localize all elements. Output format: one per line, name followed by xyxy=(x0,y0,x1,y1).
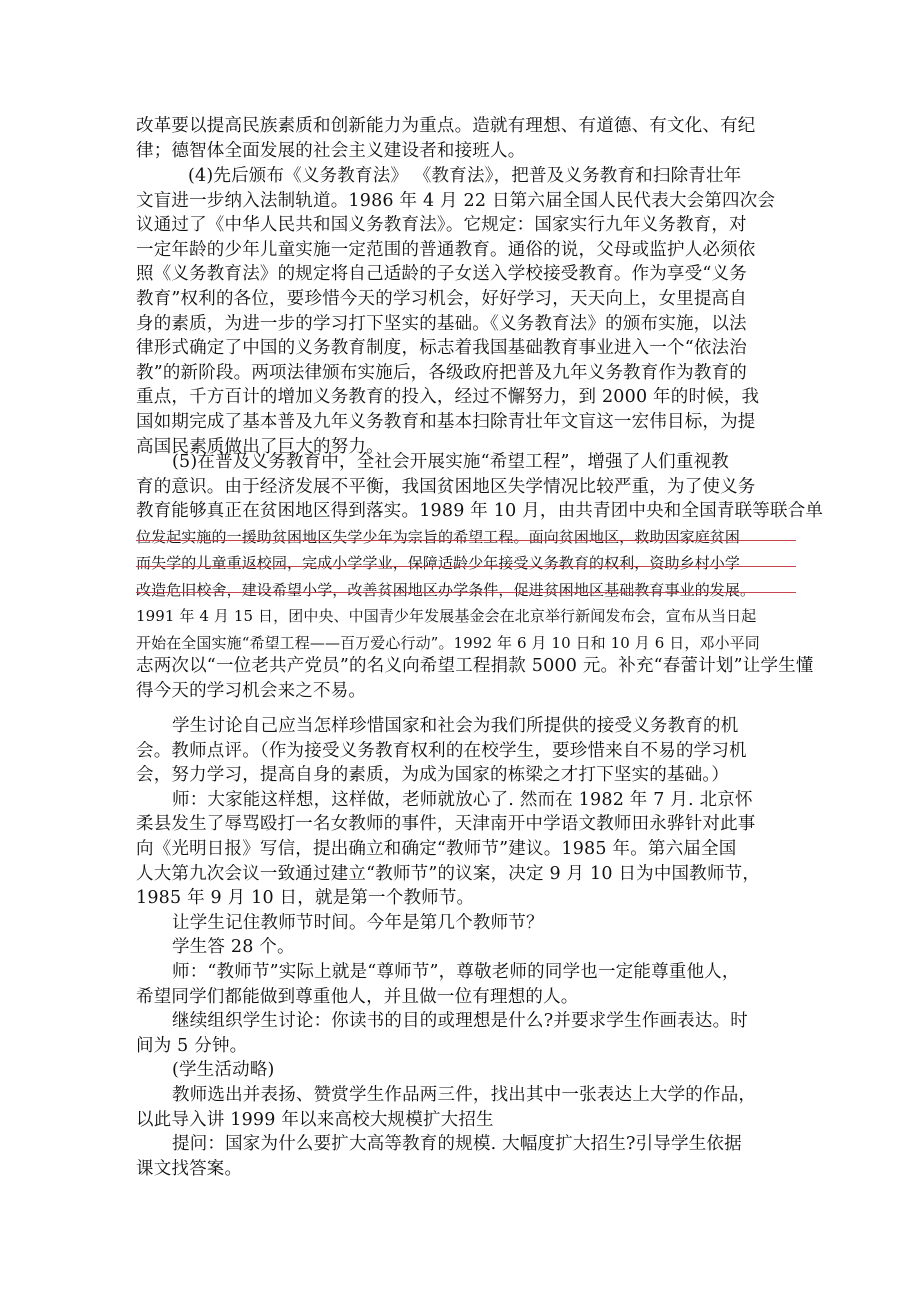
text-line: 照《义务教育法》的规定将自己适龄的子女送入学校接受教育。作为享受“义务 xyxy=(136,264,747,285)
text-line: 改造危旧校舍，建设希望小学，改善贫困地区办学条件，促进贫困地区基础教育事业的发展。 xyxy=(136,580,756,599)
text-line: 重点，千方百计的增加义务教育的投入，经过不懈努力，到 2000 年的时候，我 xyxy=(136,387,760,408)
paragraph-intro xyxy=(136,114,796,163)
underline-rule xyxy=(136,566,796,567)
text-line: 文盲进一步纳入法制轨道。1986 年 4 月 22 日第六届全国人民代表大会第四次会 xyxy=(136,190,776,211)
text-line: 教育”权利的各位，要珍惜今天的学习机会，好好学习，天天向上，女里提高自 xyxy=(136,288,747,309)
text-line: 以此导入讲 1999 年以来高校大规模扩大招生 xyxy=(136,1109,494,1130)
text-line: (5)在普及义务教育中，全社会开展实施“希望工程”，增强了人们重视教 xyxy=(172,452,729,472)
text-line: 身的素质，为进一步的学习打下坚实的基础。《义务教育法》的颁布实施，以法 xyxy=(136,313,747,334)
paragraph-discussion xyxy=(136,714,796,1181)
text-line: 开始在全国实施“希望工程——百万爱心行动”。1992 年 6 月 10 日和 10 月 6 日，邓小平同 xyxy=(136,633,760,652)
text-line: 提问：国家为什么要扩大高等教育的规模. 大幅度扩大招生?引导学生依据 xyxy=(172,1134,742,1155)
text-line: 让学生记住教师节时间。今年是第几个教师节？ xyxy=(172,912,544,933)
text-line: 得今天的学习机会来之不易。 xyxy=(136,680,367,701)
text-line: 希望同学们都能做到尊重他人，并且做一位有理想的人。 xyxy=(136,986,579,1007)
text-line: 师：“教师节”实际上就是“尊师节”，尊敬老师的同学也一定能尊重他人， xyxy=(172,961,740,982)
text-line: (学生活动略) xyxy=(172,1060,275,1081)
text-line: 柔县发生了辱骂殴打一名女教师的事件，天津南开中学语文教师田永骅针对此事 xyxy=(136,814,756,835)
text-line: 会，努力学习，提高自身的素质，为成为国家的栋梁之才打下坚实的基础。） xyxy=(136,765,730,786)
text-line: 育的意识。由于经济发展不平衡，我国贫困地区失学情况比较严重，为了使义务 xyxy=(136,476,756,497)
text-line: 1991 年 4 月 15 日，团中央、中国青少年发展基金会在北京举行新闻发布会，宣布从当日起 xyxy=(136,607,757,626)
text-line: 律；德智体全面发展的社会主义建设者和接班人。 xyxy=(136,140,526,161)
text-line: 位发起实施的一援助贫困地区失学少年为宗旨的希望工程。面向贫困地区，救助因家庭贫困 xyxy=(136,528,741,546)
text-line: 课文找答案。 xyxy=(136,1158,243,1179)
paragraph-hope-project xyxy=(136,524,796,656)
text-line: (4)先后颁布《义务教育法》 《教育法》，把普及义务教育和扫除青壮年 xyxy=(188,166,742,186)
text-line: 一定年龄的少年儿童实施一定范围的普通教育。通俗的说，父母或监护人必须依 xyxy=(136,239,756,260)
text-line: 师：大家能这样想，这样做，老师就放心了. 然而在 1982 年 7 月. 北京怀 xyxy=(172,789,753,810)
text-line: 继续组织学生讨论：你读书的目的或理想是什么?并要求学生作画表达。时 xyxy=(172,1011,748,1032)
underline-rule xyxy=(136,540,796,541)
text-line: 而失学的儿童重返校园，完成小学学业，保障适龄少年接受义务教育的权利，资助乡村小学 xyxy=(136,554,741,573)
text-line: 国如期完成了基本普及九年义务教育和基本扫除青壮年文盲这一宏伟目标，为提 xyxy=(136,411,756,432)
text-line: 学生讨论自己应当怎样珍惜国家和社会为我们所提供的接受义务教育的机 xyxy=(172,716,739,736)
text-line: 教”的新阶段。两项法律颁布实施后，各级政府把普及九年义务教育作为教育的 xyxy=(136,362,747,383)
text-line: 人大第九次会议一致通过建立“教师节”的议案，决定 9 月 10 日为中国教师节， xyxy=(136,863,761,884)
underline-rule xyxy=(136,592,796,593)
text-line: 学生答 28 个。 xyxy=(172,937,295,958)
text-line: 律形式确定了中国的义务教育制度，标志着我国基础教育事业进入一个“依法治 xyxy=(136,338,747,359)
text-line: 志两次以“一位老共产党员”的名义向希望工程捐款 5000 元。补充“春蕾计划”让学生懂 xyxy=(136,656,814,676)
text-line: 1985 年 9 月 10 日，就是第一个教师节。 xyxy=(136,888,475,909)
text-line: 改革要以提高民族素质和创新能力为重点。造就有理想、有道德、有文化、有纪 xyxy=(136,116,756,136)
text-line: 教育能够真正在贫困地区得到落实。1989 年 10 月，由共青团中央和全国青联等联合单 xyxy=(136,501,824,522)
text-line: 议通过了《中华人民共和国义务教育法》。它规定：国家实行九年义务教育，对 xyxy=(136,215,747,236)
paragraph-item-5 xyxy=(136,450,824,524)
text-line: 向《光明日报》写信，提出确立和确定“教师节”建议。1985 年。第六届全国 xyxy=(136,838,737,859)
text-line: 间为 5 分钟。 xyxy=(136,1035,248,1056)
paragraph-donation xyxy=(136,654,814,703)
text-line: 高国民素质做出了巨大的努力。 xyxy=(136,436,384,457)
text-line: 教师选出并表扬、赞赏学生作品两三件，找出其中一张表达上大学的作品， xyxy=(172,1084,757,1105)
text-line: 会。教师点评。（作为接受义务教育权利的在校学生，要珍惜来自不易的学习机 xyxy=(136,740,747,761)
paragraph-item-4 xyxy=(136,164,796,459)
